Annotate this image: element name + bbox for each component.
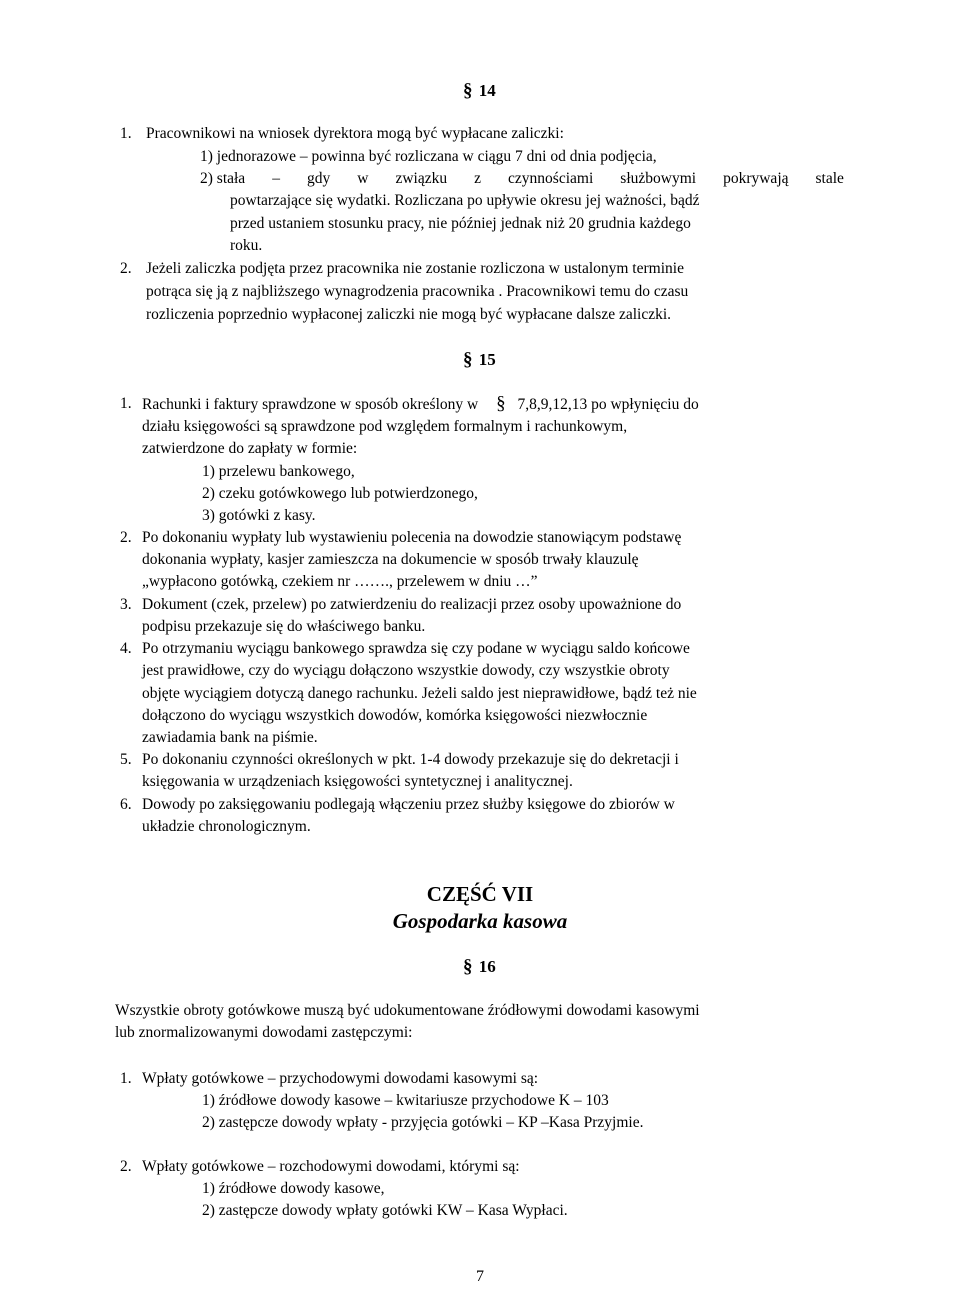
s15-item-4-line-3: objęte wyciągiem dotyczą danego rachunku. Jeżeli saldo jest nieprawidłowe, bądź też nie [142,685,697,702]
s16-item-1-sub-1: 1) źródłowe dowody kasowe – kwitariusze przychodowe K – 103 [202,1092,609,1109]
section-number: 16 [478,957,496,976]
s15-item-1-sub-2: 2) czeku gotówkowego lub potwierdzonego, [202,485,478,502]
s14-item-1-text: Pracownikowi na wniosek dyrektora mogą być wypłacane zaliczki: [146,125,564,142]
s14-item-1-sub-2-line-1 [200,168,844,190]
s16-item-1-number: 1. [120,1070,132,1087]
s16-intro-line-1: Wszystkie obroty gotówkowe muszą być udokumentowane źródłowymi dowodami kasowymi [115,1002,700,1019]
s15-item-1-line-3: zatwierdzone do zapłaty w formie: [142,440,358,457]
s15-item-1-line-2: działu księgowości są sprawdzone pod względem formalnym i rachunkowym, [142,418,628,435]
word: stale [815,170,844,187]
section-sign: § [463,349,473,370]
s15-item-1-sub-1: 1) przelewu bankowego, [202,463,355,480]
word: pokrywają [723,170,789,187]
s15-item-1-sub-3: 3) gotówki z kasy. [202,507,316,524]
s15-item-4-line-4: dołączono do wyciągu wszystkich dowodów, komórka księgowości niezwłocznie [142,707,648,724]
s14-item-2-line-2: potrąca się ją z najbliższego wynagrodzenia pracownika . Pracownikowi temu do czasu [146,283,689,300]
text: 7,8,9,12,13 po wpłynięciu do [517,396,699,413]
s15-item-6-line-1: Dowody po zaksięgowaniu podlegają włączeniu przez służby księgowe do zbiorów w [142,796,675,813]
section-number: 15 [478,350,496,369]
word: związku [395,170,448,187]
s15-item-2-line-2: dokonania wypłaty, kasjer zamieszcza na dokumencie w sposób trwały klauzulę [142,551,639,568]
s15-item-6-line-2: układzie chronologicznym. [142,818,311,835]
part-subtitle: Gospodarka kasowa [392,909,568,933]
s14-item-2-line-1: Jeżeli zaliczka podjęta przez pracownika nie zostanie rozliczona w ustalonym terminie [146,260,684,277]
s15-item-1-line-1 [142,393,699,416]
s16-intro-line-2: lub znormalizowanymi dowodami zastępczymi: [115,1024,413,1041]
s15-item-2-line-1: Po dokonaniu wypłaty lub wystawieniu polecenia na dowodzie stanowiącym podstawę [142,529,682,546]
word: czynnościami [508,170,594,187]
s14-item-2-number: 2. [120,260,132,277]
page-number: 7 [476,1268,484,1285]
s14-item-1-number: 1. [120,125,132,142]
part-title: CZĘŚĆ VII [426,882,534,906]
section-sign: § [463,956,473,977]
s14-item-1-sub-1: 1) jednorazowe – powinna być rozliczana w ciągu 7 dni od dnia podjęcia, [200,148,657,165]
s15-item-3-line-2: podpisu przekazuje się do właściwego banku. [142,618,426,635]
s14-item-1-sub-2-line-4: roku. [230,237,263,254]
section-15-heading [463,349,496,371]
s15-item-4-line-2: jest prawidłowe, czy do wyciągu dołączono wszystkie dowody, czy wszystkie obroty [142,662,670,679]
s16-item-1-text: Wpłaty gotówkowe – przychodowymi dowodami kasowymi są: [142,1070,539,1087]
s15-item-2-line-3: „wypłacono gotówką, czekiem nr ……., przelewem w dniu …” [142,573,538,590]
s15-item-1-number: 1. [120,395,132,412]
section-number: 14 [478,81,496,100]
s16-item-2-sub-2: 2) zastępcze dowody wpłaty gotówki KW – Kasa Wypłaci. [202,1202,568,1219]
s16-item-1-sub-2: 2) zastępcze dowody wpłaty - przyjęcia gotówki – KP –Kasa Przyjmie. [202,1114,644,1131]
s14-item-1-sub-2-line-3: przed ustaniem stosunku pracy, nie później jednak niż 20 grudnia każdego [230,215,691,232]
s14-item-1-sub-2-line-2: powtarzające się wydatki. Rozliczana po upływie okresu jej ważności, bądź [230,192,700,209]
s16-item-2-text: Wpłaty gotówkowe – rozchodowymi dowodami, którymi są: [142,1158,520,1175]
text: Rachunki i faktury sprawdzone w sposób określony w [142,396,479,413]
s15-item-3-number: 3. [120,596,132,613]
section-sign: § [496,393,506,414]
s15-item-5-line-2: księgowania w urządzeniach księgowości syntetycznej i analitycznej. [142,773,573,790]
section-14-heading [463,80,496,102]
s15-item-5-line-1: Po dokonaniu czynności określonych w pkt. 1-4 dowody przekazuje się do dekretacji i [142,751,679,768]
section-sign: § [463,80,473,101]
s16-item-2-number: 2. [120,1158,132,1175]
s15-item-6-number: 6. [120,796,132,813]
s14-item-2-line-3: rozliczenia poprzednio wypłaconej zaliczki nie mogą być wypłacane dalsze zaliczki. [146,306,672,323]
s15-item-5-number: 5. [120,751,132,768]
word: w [357,170,369,187]
word: z [474,170,482,187]
section-16-heading [463,956,496,978]
s15-item-4-line-1: Po otrzymaniu wyciągu bankowego sprawdza się czy podane w wyciągu saldo końcowe [142,640,690,657]
word: gdy [306,170,331,187]
word: służbowymi [620,170,697,187]
s15-item-3-line-1: Dokument (czek, przelew) po zatwierdzeniu do realizacji przez osoby upoważnione do [142,596,682,613]
word: – [272,170,280,187]
s15-item-2-number: 2. [120,529,132,546]
s15-item-4-line-5: zawiadamia bank na piśmie. [142,729,318,746]
word: 2) stała [200,170,246,187]
s16-item-2-sub-1: 1) źródłowe dowody kasowe, [202,1180,385,1197]
s15-item-4-number: 4. [120,640,132,657]
